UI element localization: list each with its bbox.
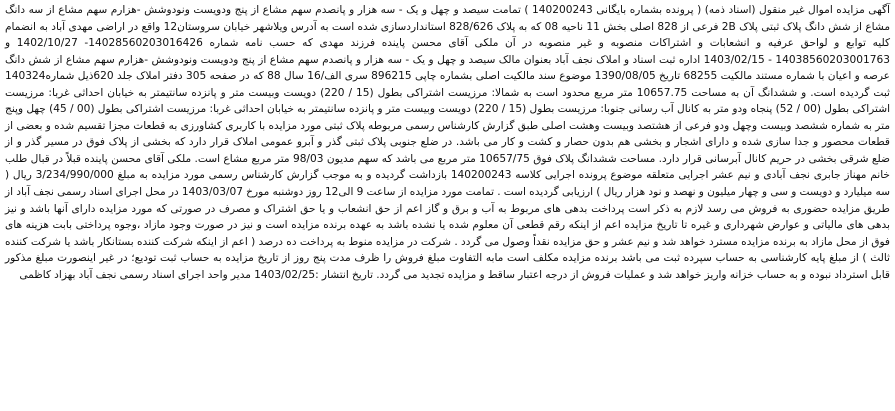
notice-body-text: آگهی مزایده اموال غیر منقول (اسناد ذمه) ( پرونده بشماره بایگانی 140200243 ) تمامت سیصد و چهل و یک - سه هزار و پانصدم سهم مشاع از پنج ودویست ونودوشش -هزارم سهم مشاع از سه دانگ مشاع از شش دانگ پلاک ثبتی پلاک 2B فرعی از 828 اصلی بخش 11 ناحیه 08 که به پلاک 828/626 استانداردسازی شده است به آدرس ویلاشهر خیابان سروستان12 واقع در اراضی مهدی آباد به انضمام کلیه توابع و لواحق عرفیه و انشعابات و اشتراکات منصوبه و غیر منصوبه در آن ملکی آقای محسن پاینده فرزند مهدی که حسب نامه شماره 14028560203016426- 1402/10/27 و 14038560203001763 - 1403/02/15 اداره ثبت اسناد و املاک نجف آباد بعنوان مالک سیصد و چهل و یک - سه هزار و پانصدم سهم مشاع از پنج ودویست ونودوشش -هزارم سهم مشاع از شش دانگ عرصه و اعیان با شماره مستند مالکیت 68255 تاریخ 1390/08/05 موضوع سند مالکیت اصلی بشماره چاپی 896215 سری الف/16 سال 88 که در صفحه 305 دفتر املاک جلد 620ذیل شماره140324 ثبت گردیده است. و ششدانگ آن به مساحت 10657.75 متر مربع محدود است به شمالا: مرزیست اشتراکی بطول (15 / 220) دویست وبیست متر و پانزده سانتیمتر به خیابان احداثی غربا: مرزیست اشتراکی بطول (00 / 52) پنجاه ودو متر به کانال آب رسانی جنوبا: مرزیست بطول (15 / 220) دویست وبیست متر و پانزده سانتیمتر به خیابان احداثی غربا: مرزیست اشتراکی بطول (00 / 45) چهل وپنج متر به شماره ششصد وبیست وچهل ودو فرعی از هشتصد وبیست وهشت اصلی طبق گزارش کارشناس رسمی مربوطه پلاک ثبتی مورد مزایده با کاربری کشاورزی به قطعات مجزا تقسیم شده و بعضی از قطعات محصور و جدا سازی شده و دارای اشجار و بخشی هم بدون حصار و کشت و کار می باشد. در ضلع جنوبی پلاک ثبتی گذر و آبرو عمومی املاک قرار دارد که بخشی از پلاک فوق در مسیر گذر و از ضلع شرقی بخشی در حریم کانال آبرسانی قرار دارد. مساحت ششدانگ پلاک فوق 10657/75 متر مربع می باشد که سهم مدیون 98/03 متر مربع مشاع است. ملکی آقای محسن پاینده قبلاً در قبال طلب خانم مهناز جابری نجف آبادی و نیم عشر اجرایی متعلقه موضوع پرونده اجرایی کلاسه 140200243 بازداشت گردیده و به موجب گزارش کارشناس رسمی مورد مزایده به مبلغ 3/234/990/000 ریال ( سه میلیارد و دویست و سی و چهار میلیون و نهصد و نود هزار ریال ) ارزیابی گردیده است . تمامت مورد مزایده از ساعت 9 الی12 روز دوشنبه مورخ 1403/03/07 در محل اجرای اسناد رسمی نجف آباد از طریق مزایده حضوری به فروش می رسد لازم به ذکر است پرداخت بدهی های مربوط به آب و برق و گاز اعم از حق انشعاب و یا حق اشتراک و مصرف در صورتی که مورد مزایده دارای آنها باشد و نیز بدهی های مالیاتی و عوارض شهرداری و غیره تا تاریخ مزایده اعم از اینکه رقم قطعی آن معلوم شده یا نشده باشد به عهده برنده مزایده است و نیز در صورت وجود مازاد ،وجوه پرداختی بابت هزینه های فوق از محل مازاد به برنده مزایده مسترد خواهد شد و نیم عشر و حق مزایده نقداً وصول می گردد . شرکت در مزایده منوط به پرداخت ده درصد ( اعم از اینکه شرکت کننده بستانکار باشد یا شرکت کننده ثالث ) از مبلغ پایه کارشناسی به حساب سپرده ثبت می باشد برنده مزایده مکلف است مابه التفاوت مبلغ فروش را ظرف مدت پنج روز از تاریخ مزایده به حساب ثبت تودیع؛ در غیر اینصورت مبلغ مذکور قابل استرداد نبوده و به حساب خزانه واریز خواهد شد و عملیات فروش از درجه اعتبار ساقط و مزایده تجدید می گردد. تاریخ انتشار :1403/02/25 مدیر واحد اجرای اسناد رسمی نجف آباد بهزاد کاظمی [5, 4, 891, 281]
